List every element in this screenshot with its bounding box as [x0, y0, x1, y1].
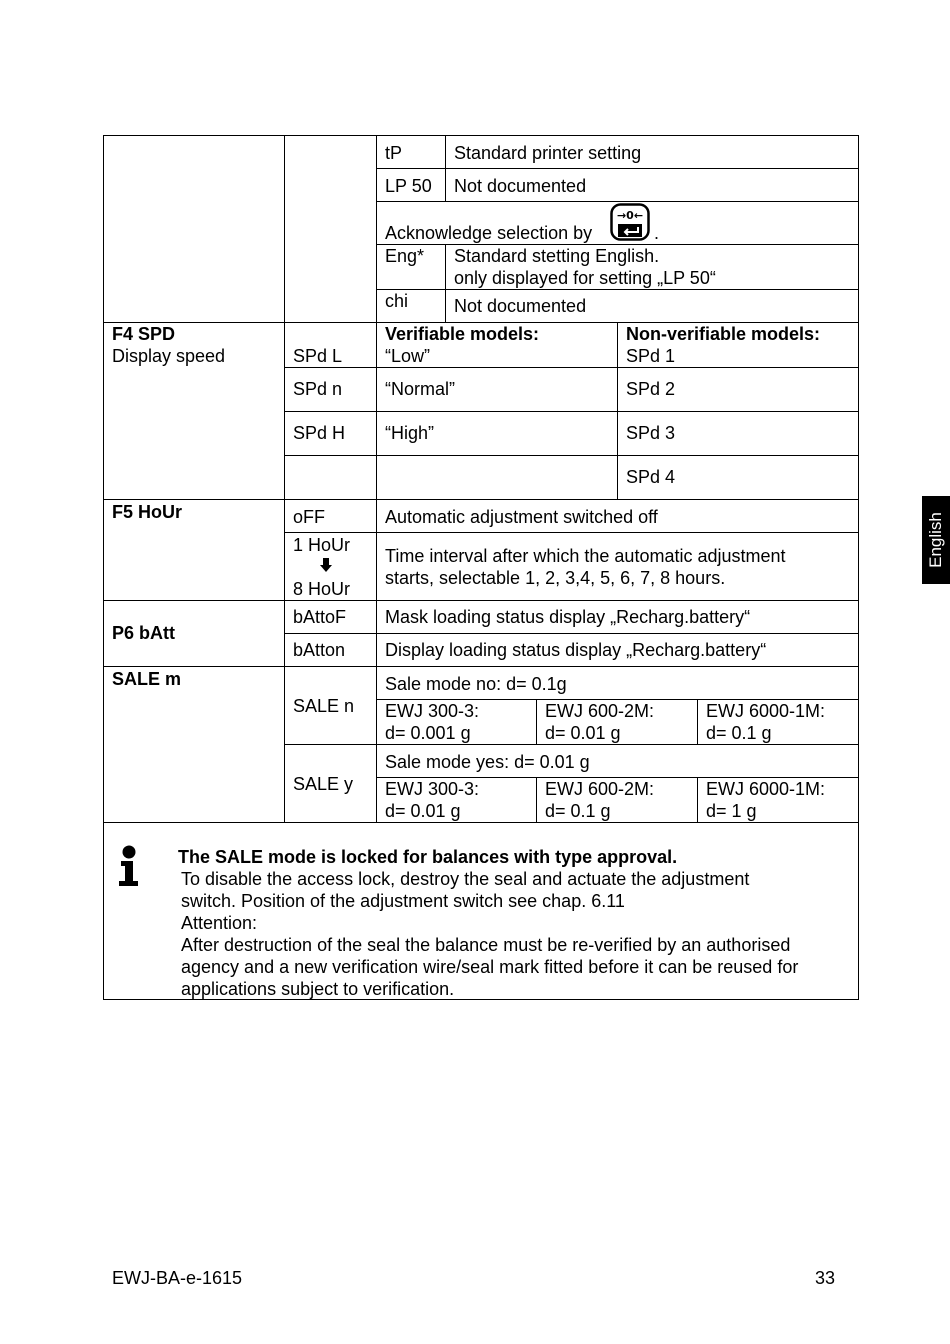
acknowledge-end: . [654, 223, 660, 243]
sale-label: SALE m [112, 669, 182, 689]
sale-yes-model-300: EWJ 300-3: d= 0.01 g [385, 779, 480, 821]
language-code-chi: chi [385, 291, 409, 311]
language-tab [922, 496, 950, 584]
language-tab-label: English [926, 512, 945, 568]
footer-doc-id: EWJ-BA-e-1615 [112, 1268, 243, 1288]
spd-col-nonverifiable: Non-verifiable models: [626, 324, 821, 344]
spd-code-n: SPd n [293, 379, 343, 399]
sale-no-model-6000: EWJ 6000-1M: d= 0.1 g [706, 701, 826, 743]
sale-no-model-300: EWJ 300-3: d= 0.001 g [385, 701, 480, 743]
hour-range-end: 8 HoUr [293, 579, 351, 599]
hour-range-desc: Time interval after which the automatic adjustment starts, selectable 1, 2, 3,4, 5, 6, 7, 8 hours. [385, 546, 786, 588]
hour-label: F5 HoUr [112, 502, 183, 522]
spd-label: F4 SPD [112, 324, 176, 344]
printer-desc-lp50: Not documented [454, 176, 587, 196]
language-desc-chi: Not documented [454, 296, 587, 316]
spd-verifiable-n: “Normal” [385, 379, 455, 399]
batt-label: P6 bAtt [112, 623, 175, 643]
language-desc-eng: Standard stetting English. only displayed for setting „LP 50“ [454, 246, 716, 288]
sale-yes-code: SALE y [293, 774, 354, 794]
printer-code-tp: tP [385, 143, 403, 163]
spd-nonverifiable-2: SPd 2 [626, 379, 676, 399]
spd-nonverifiable-3: SPd 3 [626, 423, 676, 443]
sale-yes-header: Sale mode yes: d= 0.01 g [385, 752, 590, 772]
language-code-eng: Eng* [385, 246, 425, 266]
tare-enter-key-icon [610, 203, 650, 241]
printer-code-lp50: LP 50 [385, 176, 432, 196]
note-body: To disable the access lock, destroy the seal and actuate the adjustment switch. Position of the adjustment switch see chap. 6.11 Attention: After destruction of the seal the balance must be re-verified by an authorised agency and a new verification wire/seal mark fitted before it can be reused for applications subject to verification. [181, 869, 799, 999]
acknowledge-text: Acknowledge selection by [385, 223, 593, 243]
hour-off-desc: Automatic adjustment switched off [385, 507, 658, 527]
sale-yes-model-600: EWJ 600-2M: d= 0.1 g [545, 779, 655, 821]
hour-range-start: 1 HoUr [293, 535, 351, 555]
arrow-down-icon [319, 557, 333, 574]
footer-page-number: 33 [815, 1268, 836, 1288]
batt-code-off: bAttoF [293, 607, 347, 627]
spd-sublabel: Display speed [112, 346, 226, 366]
hour-off-code: oFF [293, 507, 326, 527]
printer-desc-tp: Standard printer setting [454, 143, 642, 163]
note-title: The SALE mode is locked for balances with type approval. [178, 847, 678, 867]
spd-nonverifiable-1: SPd 1 [626, 346, 676, 366]
info-icon [116, 845, 142, 887]
spd-code-l: SPd L [293, 346, 343, 366]
svg-text:→0←: →0← [616, 209, 644, 222]
sale-no-model-600: EWJ 600-2M: d= 0.01 g [545, 701, 655, 743]
spd-col-verifiable: Verifiable models: [385, 324, 540, 344]
sale-yes-model-6000: EWJ 6000-1M: d= 1 g [706, 779, 826, 821]
batt-code-on: bAtton [293, 640, 346, 660]
spd-verifiable-l: “Low” [385, 346, 431, 366]
sale-no-code: SALE n [293, 696, 355, 716]
spd-nonverifiable-4: SPd 4 [626, 467, 676, 487]
spd-code-h: SPd H [293, 423, 346, 443]
sale-no-header: Sale mode no: d= 0.1g [385, 674, 567, 694]
spd-verifiable-h: “High” [385, 423, 435, 443]
batt-desc-off: Mask loading status display „Recharg.battery“ [385, 607, 751, 627]
batt-desc-on: Display loading status display „Recharg.battery“ [385, 640, 767, 660]
